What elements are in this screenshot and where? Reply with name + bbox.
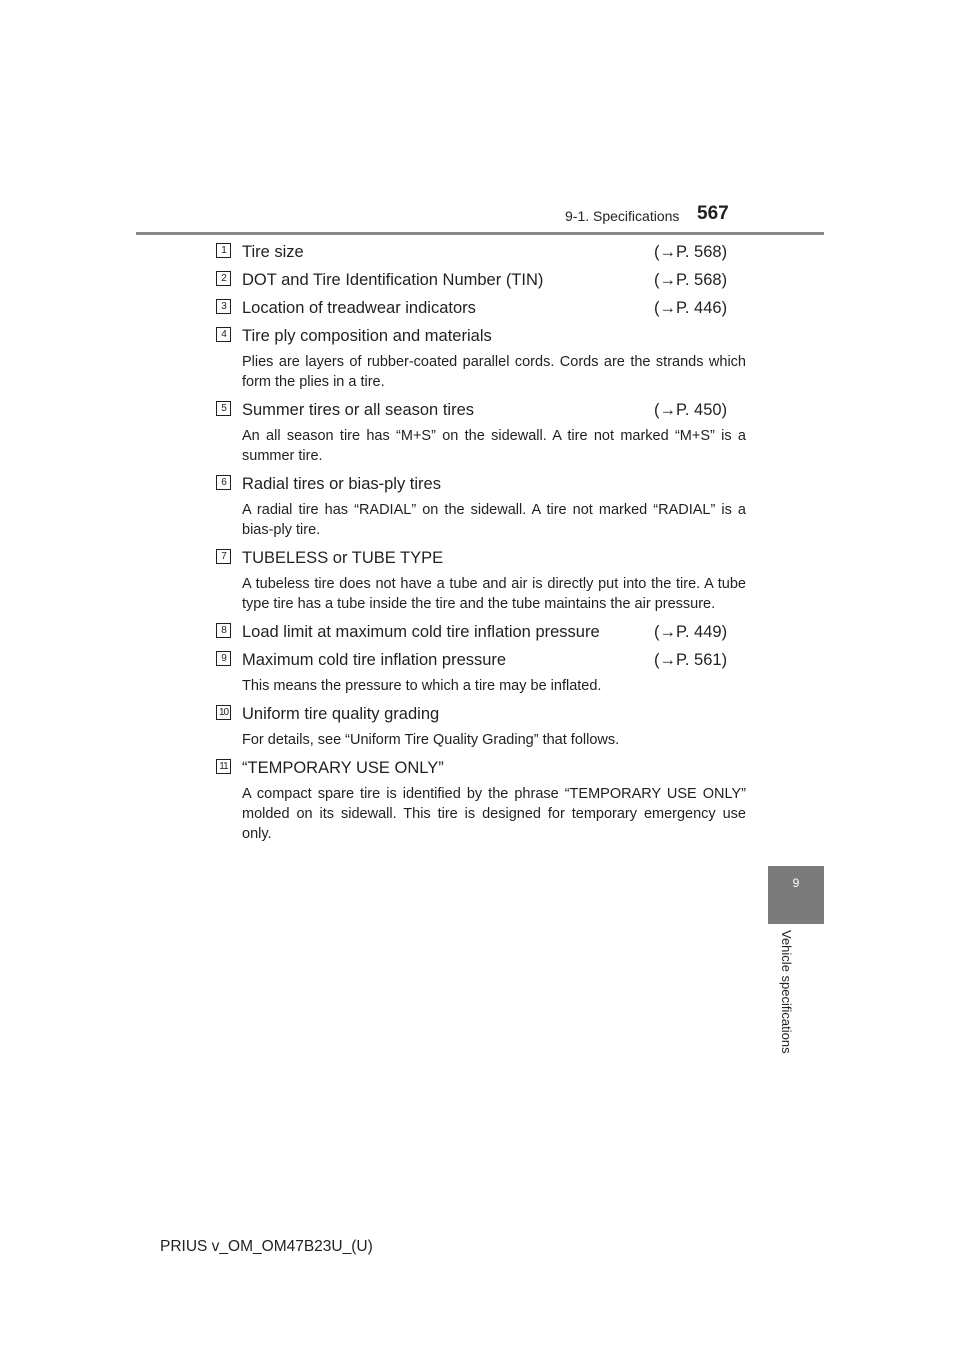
item-title: Tire ply composition and materials — [242, 327, 492, 345]
page-reference-link[interactable]: (→P. 449) — [654, 623, 728, 641]
item-description: A tubeless tire does not have a tube and air is directly put into the tire. A tube type tire has a tube inside the tire and the tube maintains the air pressure. — [242, 576, 746, 612]
item-title: Location of treadwear indicators — [242, 299, 476, 317]
item-description: Plies are layers of rubber-coated parallel cords. Cords are the strands which form the plies in a tire. — [242, 354, 746, 390]
chapter-label: Vehicle specifications — [779, 930, 794, 1054]
item-description: This means the pressure to which a tire may be inflated. — [242, 678, 602, 694]
page-reference-link[interactable]: (→P. 446) — [654, 299, 728, 317]
item-number-badge: 3 — [216, 299, 231, 314]
page-number: 567 — [697, 203, 729, 224]
item-title: Tire size — [242, 243, 304, 261]
list-item — [216, 703, 746, 750]
item-description: A compact spare tire is identified by the phrase “TEMPORARY USE ONLY” molded on its sidewall. This tire is designed for temporary emergency use only. — [242, 786, 746, 842]
section-title: 9-1. Specifications — [565, 208, 680, 224]
item-title: Uniform tire quality grading — [242, 705, 440, 723]
item-title: Load limit at maximum cold tire inflation pressure — [242, 623, 600, 641]
item-description: For details, see “Uniform Tire Quality Grading” that follows. — [242, 732, 620, 748]
item-title: “TEMPORARY USE ONLY” — [242, 759, 444, 777]
list-item — [216, 757, 746, 844]
item-number-badge: 1 — [216, 243, 231, 258]
list-item — [216, 241, 746, 262]
item-number-badge: 4 — [216, 327, 231, 342]
page-reference-link[interactable]: (→P. 450) — [654, 401, 728, 419]
item-number-badge: 11 — [216, 759, 231, 774]
header-divider — [136, 232, 824, 235]
item-number-badge: 6 — [216, 475, 231, 490]
item-number-badge: 7 — [216, 549, 231, 564]
item-title: Radial tires or bias-ply tires — [242, 475, 441, 493]
item-title: Summer tires or all season tires — [242, 401, 474, 419]
item-number-badge: 2 — [216, 271, 231, 286]
list-item — [216, 269, 746, 290]
chapter-tab[interactable]: 9 — [768, 866, 824, 924]
item-number-badge: 10 — [216, 705, 231, 720]
list-item — [216, 325, 746, 392]
item-title: TUBELESS or TUBE TYPE — [242, 549, 444, 567]
list-item — [216, 649, 746, 696]
item-number-badge: 9 — [216, 651, 231, 666]
page-reference-link[interactable]: (→P. 568) — [654, 243, 728, 261]
item-title: DOT and Tire Identification Number (TIN) — [242, 271, 544, 289]
item-description: A radial tire has “RADIAL” on the sidewall. A tire not marked “RADIAL” is a bias-ply tire. — [242, 502, 746, 538]
item-number-badge: 5 — [216, 401, 231, 416]
item-description: An all season tire has “M+S” on the sidewall. A tire not marked “M+S” is a summer tire. — [242, 428, 746, 464]
page-reference-link[interactable]: (→P. 561) — [654, 651, 728, 669]
item-title: Maximum cold tire inflation pressure — [242, 651, 507, 669]
item-number-badge: 8 — [216, 623, 231, 638]
list-item — [216, 399, 746, 466]
list-item — [216, 297, 746, 318]
list-item — [216, 621, 746, 642]
document-code: PRIUS v_OM_OM47B23U_(U) — [160, 1238, 373, 1255]
tire-label-item-list — [216, 241, 746, 844]
page-reference-link[interactable]: (→P. 568) — [654, 271, 728, 289]
list-item — [216, 473, 746, 540]
list-item — [216, 547, 746, 614]
